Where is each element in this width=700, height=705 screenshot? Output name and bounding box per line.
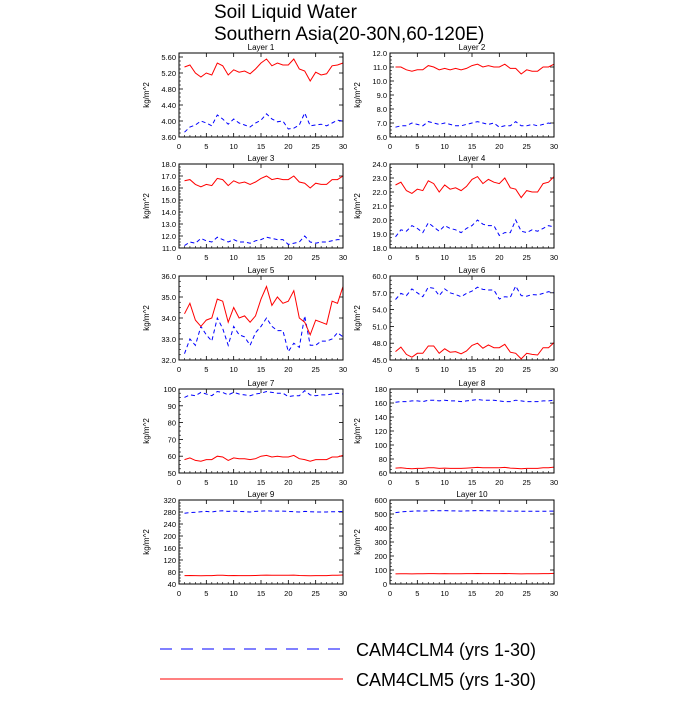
y-tick-label: 40 bbox=[167, 580, 176, 589]
y-tick-label: 70 bbox=[167, 435, 176, 445]
y-tick-label: 180 bbox=[374, 385, 387, 394]
series-line-clm5 bbox=[185, 59, 344, 81]
y-tick-label: 12.0 bbox=[161, 232, 176, 241]
y-tick-label: 17.0 bbox=[161, 172, 176, 181]
y-tick-label: 280 bbox=[163, 508, 176, 517]
plot-frame bbox=[390, 500, 554, 584]
x-tick-label: 0 bbox=[176, 589, 182, 598]
x-tick-label: 20 bbox=[284, 142, 293, 151]
x-tick-label: 30 bbox=[338, 142, 348, 151]
y-tick-label: 12.0 bbox=[372, 49, 387, 58]
y-tick-label: 300 bbox=[374, 538, 387, 547]
x-tick-label: 25 bbox=[311, 478, 320, 487]
y-tick-label: 18.0 bbox=[372, 244, 387, 253]
series-line-clm5 bbox=[185, 575, 344, 576]
y-tick-label: 120 bbox=[374, 427, 387, 436]
x-tick-label: 25 bbox=[311, 365, 320, 374]
y-tick-label: 36.0 bbox=[161, 272, 176, 281]
series-line-clm5 bbox=[396, 64, 555, 74]
x-tick-label: 15 bbox=[256, 478, 266, 487]
panel-title: Layer 5 bbox=[247, 266, 275, 275]
series-line-clm4 bbox=[185, 391, 344, 398]
x-tick-label: 5 bbox=[415, 478, 420, 487]
y-tick-label: 80 bbox=[378, 455, 387, 464]
y-tick-label: 11.0 bbox=[161, 244, 176, 253]
series-line-clm4 bbox=[396, 122, 555, 128]
y-tick-label: 14.0 bbox=[161, 208, 176, 217]
series-line-clm4 bbox=[396, 220, 555, 237]
series-line-clm4 bbox=[396, 286, 555, 299]
plot-frame bbox=[179, 500, 343, 584]
x-tick-label: 5 bbox=[204, 365, 209, 374]
y-tick-label: 4.00 bbox=[161, 117, 176, 126]
y-tick-label: 32.0 bbox=[161, 356, 176, 365]
series-line-clm5 bbox=[396, 177, 555, 198]
series-line-clm4 bbox=[396, 400, 555, 403]
y-tick-label: 60.0 bbox=[372, 272, 387, 281]
panel-title: Layer 6 bbox=[458, 266, 486, 275]
y-tick-label: 60 bbox=[378, 469, 387, 478]
x-tick-label: 15 bbox=[467, 142, 477, 151]
series-line-clm4 bbox=[185, 113, 344, 132]
x-tick-label: 10 bbox=[229, 142, 238, 151]
y-tick-label: 45.0 bbox=[372, 356, 387, 365]
x-tick-label: 15 bbox=[467, 365, 477, 374]
y-tick-label: 0 bbox=[382, 580, 387, 589]
series-line-clm4 bbox=[396, 511, 555, 513]
y-tick-label: 140 bbox=[374, 413, 387, 422]
legend-label-clm5: CAM4CLM5 (yrs 1-30) bbox=[356, 670, 537, 690]
x-tick-label: 0 bbox=[176, 365, 182, 374]
x-tick-label: 25 bbox=[522, 365, 531, 374]
panel-title: Layer 10 bbox=[456, 490, 488, 499]
y-tick-label: 24.0 bbox=[372, 160, 387, 169]
x-tick-label: 0 bbox=[176, 253, 182, 262]
x-tick-label: 20 bbox=[495, 142, 504, 151]
y-tick-label: 35.0 bbox=[161, 293, 176, 302]
x-tick-label: 30 bbox=[549, 365, 559, 374]
y-tick-label: 18.0 bbox=[161, 160, 176, 169]
y-tick-label: 10.0 bbox=[372, 77, 387, 86]
x-tick-label: 20 bbox=[284, 589, 293, 598]
x-tick-label: 5 bbox=[204, 142, 209, 151]
y-tick-label: 8.0 bbox=[376, 105, 387, 114]
plot-frame bbox=[390, 164, 554, 248]
y-tick-label: 400 bbox=[374, 524, 387, 533]
y-tick-label: 100 bbox=[163, 385, 176, 394]
x-tick-label: 10 bbox=[440, 142, 449, 151]
x-tick-label: 30 bbox=[549, 142, 559, 151]
panel-5 bbox=[142, 266, 347, 374]
y-tick-label: 6.0 bbox=[376, 133, 387, 142]
x-tick-label: 15 bbox=[467, 478, 477, 487]
y-tick-label: 9.0 bbox=[376, 91, 387, 100]
y-axis-label: kg/m^2 bbox=[142, 305, 151, 331]
y-tick-label: 50 bbox=[167, 469, 176, 478]
x-tick-label: 30 bbox=[549, 253, 559, 262]
y-tick-label: 5.20 bbox=[161, 69, 176, 78]
y-tick-label: 5.60 bbox=[161, 53, 176, 62]
y-tick-label: 320 bbox=[163, 496, 176, 505]
y-tick-label: 80 bbox=[167, 418, 176, 428]
y-tick-label: 34.0 bbox=[161, 314, 176, 323]
panel-title: Layer 4 bbox=[458, 154, 486, 163]
x-tick-label: 30 bbox=[338, 253, 348, 262]
panel-title: Layer 9 bbox=[247, 490, 275, 499]
x-tick-label: 15 bbox=[256, 365, 266, 374]
panel-grid bbox=[142, 43, 558, 598]
x-tick-label: 20 bbox=[284, 478, 293, 487]
panel-title: Layer 7 bbox=[247, 379, 275, 388]
x-tick-label: 0 bbox=[387, 589, 393, 598]
y-tick-label: 33.0 bbox=[161, 335, 176, 344]
y-axis-label: kg/m^2 bbox=[142, 529, 151, 555]
y-tick-label: 60 bbox=[167, 452, 176, 462]
y-tick-label: 16.0 bbox=[161, 184, 176, 193]
y-tick-label: 100 bbox=[374, 441, 387, 450]
y-tick-label: 100 bbox=[374, 566, 387, 575]
x-tick-label: 0 bbox=[387, 478, 393, 487]
x-tick-label: 5 bbox=[204, 253, 209, 262]
x-tick-label: 20 bbox=[495, 478, 504, 487]
x-tick-label: 0 bbox=[387, 253, 393, 262]
x-tick-label: 15 bbox=[256, 589, 266, 598]
series-line-clm5 bbox=[185, 176, 344, 188]
y-tick-label: 500 bbox=[374, 510, 387, 519]
y-tick-label: 240 bbox=[163, 520, 176, 529]
x-tick-label: 25 bbox=[311, 142, 320, 151]
y-axis-label: kg/m^2 bbox=[353, 529, 362, 555]
figure-title-line2: Southern Asia(20-30N,60-120E) bbox=[214, 24, 485, 45]
legend bbox=[160, 640, 536, 690]
x-tick-label: 20 bbox=[495, 365, 504, 374]
x-tick-label: 10 bbox=[440, 365, 449, 374]
panel-7 bbox=[142, 379, 347, 487]
x-tick-label: 20 bbox=[284, 365, 293, 374]
x-tick-label: 30 bbox=[338, 365, 348, 374]
x-tick-label: 25 bbox=[522, 253, 531, 262]
legend-label-clm4: CAM4CLM4 (yrs 1-30) bbox=[356, 640, 537, 660]
x-tick-label: 10 bbox=[440, 478, 449, 487]
x-tick-label: 25 bbox=[311, 253, 320, 262]
y-tick-label: 54.0 bbox=[372, 305, 387, 315]
y-tick-label: 90 bbox=[167, 401, 176, 411]
x-tick-label: 20 bbox=[284, 253, 293, 262]
series-line-clm5 bbox=[396, 343, 555, 359]
series-line-clm4 bbox=[185, 236, 344, 246]
x-tick-label: 10 bbox=[229, 478, 238, 487]
y-tick-label: 21.0 bbox=[372, 202, 387, 211]
x-tick-label: 10 bbox=[229, 589, 238, 598]
panel-10 bbox=[353, 490, 558, 598]
x-tick-label: 5 bbox=[415, 365, 420, 374]
panel-2 bbox=[353, 43, 558, 151]
x-tick-label: 0 bbox=[176, 478, 182, 487]
x-tick-label: 25 bbox=[522, 478, 531, 487]
figure-title-line1: Soil Liquid Water bbox=[214, 2, 357, 23]
y-tick-label: 120 bbox=[163, 556, 176, 565]
series-line-clm5 bbox=[396, 573, 555, 574]
y-tick-label: 200 bbox=[163, 532, 176, 541]
y-tick-label: 160 bbox=[374, 399, 387, 408]
x-tick-label: 10 bbox=[440, 253, 449, 262]
panel-title: Layer 2 bbox=[458, 43, 486, 52]
panel-8 bbox=[353, 379, 558, 487]
x-tick-label: 30 bbox=[549, 478, 559, 487]
series-line-clm5 bbox=[396, 467, 555, 469]
x-tick-label: 5 bbox=[204, 589, 209, 598]
x-tick-label: 0 bbox=[176, 142, 182, 151]
y-tick-label: 3.60 bbox=[161, 133, 176, 142]
y-tick-label: 22.0 bbox=[372, 188, 387, 197]
x-tick-label: 0 bbox=[387, 142, 393, 151]
panel-6 bbox=[353, 266, 558, 374]
y-tick-label: 600 bbox=[374, 496, 387, 505]
y-tick-label: 4.40 bbox=[161, 101, 176, 110]
y-tick-label: 80 bbox=[167, 568, 176, 577]
y-tick-label: 48.0 bbox=[372, 339, 387, 349]
x-tick-label: 5 bbox=[415, 142, 420, 151]
y-tick-label: 4.80 bbox=[161, 85, 176, 94]
y-tick-label: 200 bbox=[374, 552, 387, 561]
x-tick-label: 25 bbox=[311, 589, 320, 598]
panel-3 bbox=[142, 154, 347, 262]
y-tick-label: 160 bbox=[163, 544, 176, 553]
x-tick-label: 10 bbox=[440, 589, 449, 598]
plot-frame bbox=[179, 276, 343, 360]
y-axis-label: kg/m^2 bbox=[353, 193, 362, 219]
panel-4 bbox=[353, 154, 558, 262]
panel-1 bbox=[142, 43, 347, 151]
x-tick-label: 15 bbox=[467, 253, 477, 262]
x-tick-label: 5 bbox=[204, 478, 209, 487]
y-tick-label: 19.0 bbox=[372, 230, 387, 239]
y-tick-label: 57.0 bbox=[372, 288, 387, 298]
x-tick-label: 10 bbox=[229, 365, 238, 374]
y-tick-label: 51.0 bbox=[372, 322, 387, 332]
x-tick-label: 10 bbox=[229, 253, 238, 262]
y-tick-label: 11.0 bbox=[372, 63, 387, 72]
panel-title: Layer 1 bbox=[247, 43, 275, 52]
x-tick-label: 30 bbox=[549, 589, 559, 598]
panel-title: Layer 3 bbox=[247, 154, 275, 163]
y-axis-label: kg/m^2 bbox=[142, 193, 151, 219]
y-tick-label: 20.0 bbox=[372, 216, 387, 225]
x-tick-label: 30 bbox=[338, 589, 348, 598]
panel-9 bbox=[142, 490, 347, 598]
y-axis-label: kg/m^2 bbox=[353, 82, 362, 108]
x-tick-label: 5 bbox=[415, 589, 420, 598]
y-tick-label: 15.0 bbox=[161, 196, 176, 205]
y-tick-label: 7.0 bbox=[376, 119, 387, 128]
series-line-clm5 bbox=[185, 287, 344, 335]
y-axis-label: kg/m^2 bbox=[353, 305, 362, 331]
y-axis-label: kg/m^2 bbox=[142, 418, 151, 444]
x-tick-label: 20 bbox=[495, 589, 504, 598]
y-axis-label: kg/m^2 bbox=[353, 418, 362, 444]
x-tick-label: 30 bbox=[338, 478, 348, 487]
y-tick-label: 23.0 bbox=[372, 174, 387, 183]
x-tick-label: 25 bbox=[522, 142, 531, 151]
y-tick-label: 13.0 bbox=[161, 220, 176, 229]
series-line-clm5 bbox=[185, 455, 344, 461]
x-tick-label: 20 bbox=[495, 253, 504, 262]
x-tick-label: 15 bbox=[467, 589, 477, 598]
plot-frame bbox=[179, 164, 343, 248]
y-axis-label: kg/m^2 bbox=[142, 82, 151, 108]
x-tick-label: 5 bbox=[415, 253, 420, 262]
panel-title: Layer 8 bbox=[458, 379, 486, 388]
plot-frame bbox=[390, 276, 554, 360]
x-tick-label: 0 bbox=[387, 365, 393, 374]
series-line-clm4 bbox=[185, 511, 344, 513]
x-tick-label: 15 bbox=[256, 142, 266, 151]
x-tick-label: 25 bbox=[522, 589, 531, 598]
x-tick-label: 15 bbox=[256, 253, 266, 262]
